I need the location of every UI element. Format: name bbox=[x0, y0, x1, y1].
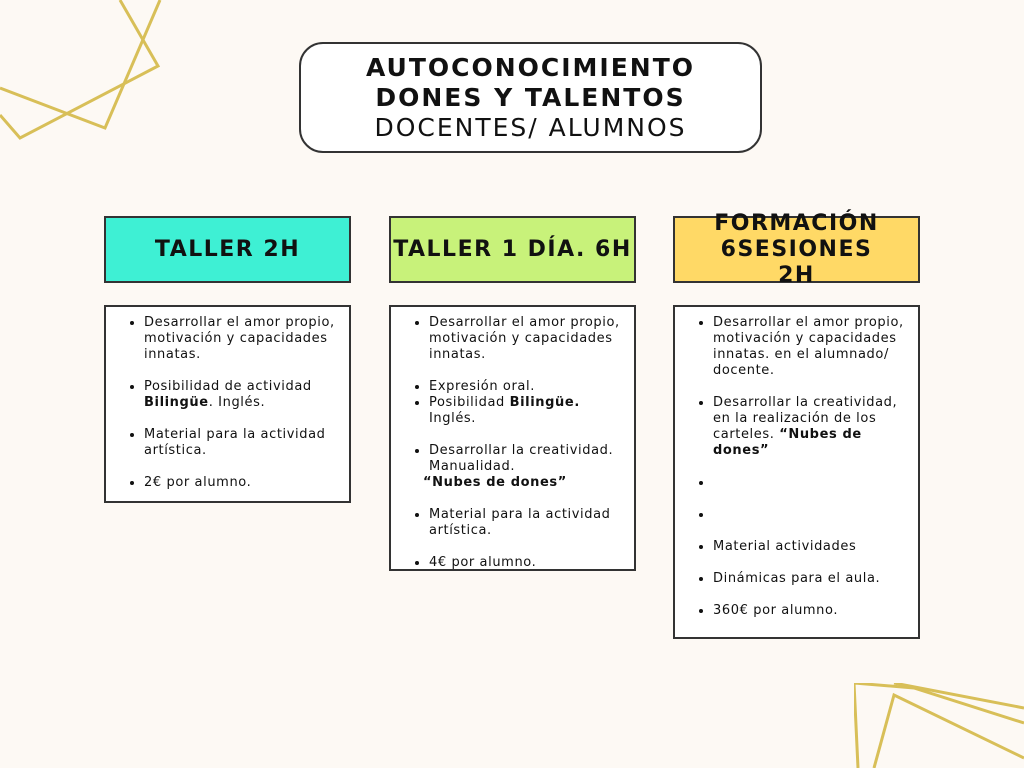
list-item: • Desarrollar el amor propio, motivación y capacidades innatas. bbox=[429, 315, 624, 363]
list-item: • Posibilidad de actividad Bilingüe. Inglés. bbox=[144, 379, 339, 411]
list-item: • Expresión oral. bbox=[429, 379, 624, 395]
list-item: • 360€ por alumno. bbox=[713, 603, 908, 619]
card-taller-2h bbox=[104, 305, 351, 503]
list-item: • Posibilidad Bilingüe. Inglés. bbox=[429, 395, 624, 427]
title-box bbox=[299, 42, 762, 153]
card-taller-1-dia bbox=[389, 305, 636, 571]
title-line-3: DOCENTES/ ALUMNOS bbox=[374, 112, 687, 142]
card-formacion bbox=[673, 305, 920, 639]
header-taller-2h bbox=[104, 216, 351, 283]
list-item: • Material para la actividad artística. bbox=[429, 507, 624, 539]
list-item-empty bbox=[713, 507, 908, 523]
header-label: FORMACIÓN 6SESIONES 2H bbox=[714, 210, 879, 288]
list-item: • 4€ por alumno. bbox=[429, 555, 624, 571]
header-label: TALLER 1 DÍA. 6H bbox=[393, 236, 632, 262]
list-item: • Dinámicas para el aula. bbox=[713, 571, 908, 587]
list-item: • Material para la actividad artística. bbox=[144, 427, 339, 459]
header-formacion bbox=[673, 210, 920, 288]
header-label: TALLER 2H bbox=[154, 236, 301, 262]
list-item: • Desarrollar la creatividad. Manualidad. “Nubes de dones” bbox=[429, 443, 624, 491]
title-line-1: AUTOCONOCIMIENTO bbox=[365, 52, 696, 82]
list-item: • Desarrollar la creatividad, en la realización de los carteles. “Nubes de dones” bbox=[713, 395, 908, 459]
list-item: • Desarrollar el amor propio, motivación y capacidades innatas. en el alumnado/ docente. bbox=[713, 315, 908, 379]
gold-lines-decoration-top bbox=[0, 0, 175, 145]
list-item: • Desarrollar el amor propio, motivación y capacidades innatas. bbox=[144, 315, 339, 363]
list-item: • 2€ por alumno. bbox=[144, 475, 339, 491]
list-item-empty bbox=[713, 475, 908, 491]
title-line-2: DONES Y TALENTOS bbox=[375, 82, 686, 112]
list-item: • Material actividades bbox=[713, 539, 908, 555]
header-taller-1-dia bbox=[389, 216, 636, 283]
gold-lines-decoration-bottom bbox=[854, 683, 1024, 768]
